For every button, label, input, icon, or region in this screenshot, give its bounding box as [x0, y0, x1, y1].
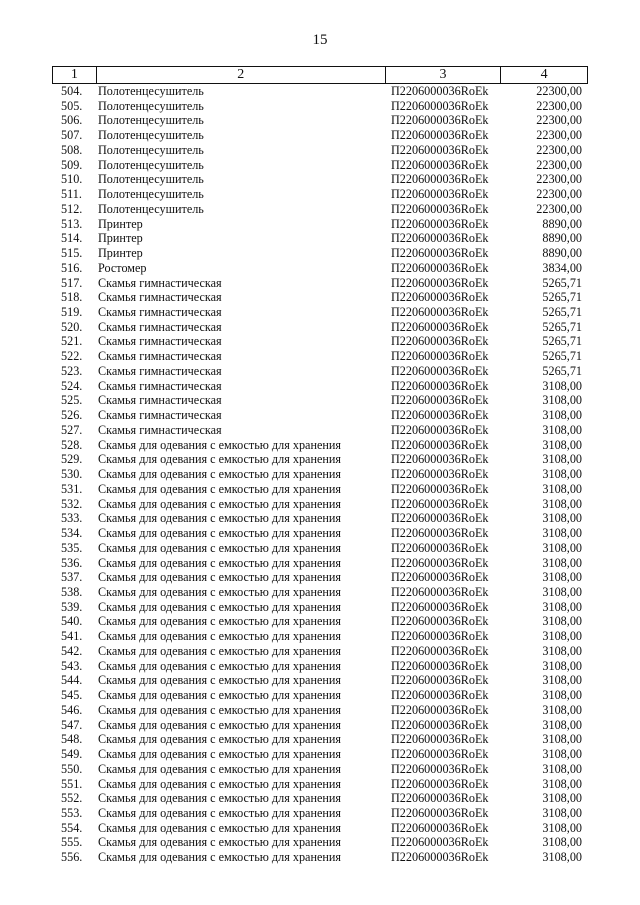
item-name: Скамья для одевания с емкостью для хранения: [98, 570, 342, 585]
item-price: 22300,00: [536, 84, 582, 98]
inventory-code: П2206000036RoEk: [391, 467, 489, 482]
inventory-code: П2206000036RoEk: [391, 422, 489, 437]
table-row: [52, 364, 588, 379]
item-name: Полотенцесушитель: [98, 128, 204, 143]
table-row: [52, 276, 588, 291]
row-number: 541.: [61, 629, 83, 644]
table-row: [52, 614, 588, 629]
item-price: 3108,00: [542, 702, 582, 717]
item-name: Скамья для одевания с емкостью для хранения: [98, 540, 342, 555]
item-price: 5265,71: [542, 305, 582, 320]
inventory-code: П2206000036RoEk: [391, 511, 489, 526]
item-price: 3108,00: [542, 732, 582, 747]
item-name: Полотенцесушитель: [98, 98, 204, 113]
item-price: 3108,00: [542, 805, 582, 820]
inventory-code: П2206000036RoEk: [391, 747, 489, 762]
table-row: [52, 438, 588, 453]
table-row: [52, 290, 588, 305]
row-number: 534.: [61, 526, 83, 541]
inventory-code: П2206000036RoEk: [391, 378, 489, 393]
table-row: [52, 718, 588, 733]
inventory-table: [52, 66, 588, 865]
table-row: [52, 393, 588, 408]
row-number: 542.: [61, 643, 83, 658]
table-row: [52, 452, 588, 467]
table-row: [52, 570, 588, 585]
row-number: 540.: [61, 614, 83, 629]
item-price: 22300,00: [536, 172, 582, 187]
row-number: 519.: [61, 305, 83, 320]
inventory-code: П2206000036RoEk: [391, 393, 489, 408]
inventory-code: П2206000036RoEk: [391, 688, 489, 703]
row-number: 526.: [61, 408, 83, 423]
table-row: [52, 659, 588, 674]
inventory-code: П2206000036RoEk: [391, 643, 489, 658]
item-price: 3108,00: [542, 422, 582, 437]
inventory-code: П2206000036RoEk: [391, 481, 489, 496]
item-name: Скамья гимнастическая: [98, 290, 222, 305]
row-number: 536.: [61, 555, 83, 570]
item-price: 8890,00: [542, 246, 582, 261]
table-row: [52, 629, 588, 644]
row-number: 507.: [61, 128, 83, 143]
inventory-code: П2206000036RoEk: [391, 614, 489, 629]
item-name: Скамья для одевания с емкостью для хранения: [98, 437, 342, 452]
item-price: 3108,00: [542, 393, 582, 408]
item-price: 3108,00: [542, 599, 582, 614]
row-number: 506.: [61, 113, 83, 128]
table-row: [52, 703, 588, 718]
table-body: [52, 84, 588, 865]
item-price: 3108,00: [542, 378, 582, 393]
table-row: [52, 187, 588, 202]
inventory-code: П2206000036RoEk: [391, 437, 489, 452]
item-price: 3108,00: [542, 776, 582, 791]
item-price: 3108,00: [542, 481, 582, 496]
item-price: 3108,00: [542, 570, 582, 585]
inventory-code: П2206000036RoEk: [391, 805, 489, 820]
item-name: Скамья гимнастическая: [98, 363, 222, 378]
page-number: 15: [312, 32, 328, 48]
item-name: Скамья для одевания с емкостью для хранения: [98, 555, 342, 570]
item-name: Скамья гимнастическая: [98, 349, 222, 364]
table-row: [52, 84, 588, 99]
inventory-code: П2206000036RoEk: [391, 142, 489, 157]
row-number: 518.: [61, 290, 83, 305]
inventory-code: П2206000036RoEk: [391, 526, 489, 541]
table-row: [52, 541, 588, 556]
inventory-code: П2206000036RoEk: [391, 231, 489, 246]
item-name: Полотенцесушитель: [98, 157, 204, 172]
item-price: 22300,00: [536, 201, 582, 216]
item-name: Скамья для одевания с емкостью для хранения: [98, 599, 342, 614]
inventory-code: П2206000036RoEk: [391, 584, 489, 599]
item-price: 3108,00: [542, 467, 582, 482]
table-row: [52, 246, 588, 261]
inventory-code: П2206000036RoEk: [391, 319, 489, 334]
row-number: 522.: [61, 349, 83, 364]
inventory-code: П2206000036RoEk: [391, 334, 489, 349]
item-price: 5265,71: [542, 290, 582, 305]
item-price: 3108,00: [542, 717, 582, 732]
row-number: 505.: [61, 98, 83, 113]
row-number: 552.: [61, 791, 83, 806]
row-number: 553.: [61, 805, 83, 820]
table-row: [52, 673, 588, 688]
item-price: 3108,00: [542, 643, 582, 658]
column-header-3: 3: [386, 67, 502, 83]
row-number: 543.: [61, 658, 83, 673]
row-number: 515.: [61, 246, 83, 261]
item-price: 5265,71: [542, 349, 582, 364]
table-row: [52, 482, 588, 497]
item-name: Скамья гимнастическая: [98, 393, 222, 408]
table-header: [52, 66, 588, 84]
item-name: Скамья для одевания с емкостью для хранения: [98, 452, 342, 467]
row-number: 532.: [61, 496, 83, 511]
item-name: Скамья для одевания с емкостью для хранения: [98, 467, 342, 482]
inventory-code: П2206000036RoEk: [391, 850, 489, 865]
row-number: 528.: [61, 437, 83, 452]
item-price: 3108,00: [542, 408, 582, 423]
row-number: 549.: [61, 747, 83, 762]
item-name: Скамья для одевания с емкостью для хранения: [98, 629, 342, 644]
row-number: 512.: [61, 201, 83, 216]
inventory-code: П2206000036RoEk: [391, 570, 489, 585]
table-row: [52, 202, 588, 217]
item-price: 3108,00: [542, 688, 582, 703]
inventory-code: П2206000036RoEk: [391, 791, 489, 806]
item-price: 22300,00: [536, 142, 582, 157]
item-price: 3108,00: [542, 629, 582, 644]
inventory-code: П2206000036RoEk: [391, 658, 489, 673]
item-price: 3108,00: [542, 584, 582, 599]
inventory-code: П2206000036RoEk: [391, 349, 489, 364]
item-name: Скамья для одевания с емкостью для хранения: [98, 732, 342, 747]
inventory-code: П2206000036RoEk: [391, 172, 489, 187]
row-number: 546.: [61, 702, 83, 717]
inventory-code: П2206000036RoEk: [391, 157, 489, 172]
item-name: Скамья для одевания с емкостью для хранения: [98, 761, 342, 776]
item-name: Скамья для одевания с емкостью для хранения: [98, 481, 342, 496]
item-name: Скамья гимнастическая: [98, 334, 222, 349]
item-name: Скамья для одевания с емкостью для хранения: [98, 805, 342, 820]
row-number: 527.: [61, 422, 83, 437]
item-name: Скамья для одевания с емкостью для хранения: [98, 702, 342, 717]
item-price: 3108,00: [542, 496, 582, 511]
column-header-4: 4: [540, 67, 548, 82]
inventory-code: П2206000036RoEk: [391, 260, 489, 275]
table-row: [52, 217, 588, 232]
item-name: Принтер: [98, 231, 143, 246]
inventory-code: П2206000036RoEk: [391, 113, 489, 128]
item-price: 3108,00: [542, 747, 582, 762]
row-number: 554.: [61, 820, 83, 835]
row-number: 514.: [61, 231, 83, 246]
row-number: 545.: [61, 688, 83, 703]
row-number: 547.: [61, 717, 83, 732]
item-price: 3108,00: [542, 511, 582, 526]
item-price: 3108,00: [542, 555, 582, 570]
item-price: 3108,00: [542, 452, 582, 467]
item-name: Скамья для одевания с емкостью для хранения: [98, 820, 342, 835]
item-price: 22300,00: [536, 128, 582, 143]
row-number: 555.: [61, 835, 83, 850]
item-name: Принтер: [98, 246, 143, 261]
item-price: 3834,00: [542, 260, 582, 275]
row-number: 510.: [61, 172, 83, 187]
inventory-code: П2206000036RoEk: [391, 187, 489, 202]
table-row: [52, 806, 588, 821]
table-row: [52, 334, 588, 349]
row-number: 524.: [61, 378, 83, 393]
table-row: [52, 688, 588, 703]
row-number: 517.: [61, 275, 83, 290]
column-header-1: 1: [53, 67, 97, 83]
item-name: Скамья для одевания с емкостью для хранения: [98, 791, 342, 806]
table-row: [52, 556, 588, 571]
item-price: 3108,00: [542, 761, 582, 776]
item-price: 22300,00: [536, 187, 582, 202]
row-number: 538.: [61, 584, 83, 599]
inventory-code: П2206000036RoEk: [391, 216, 489, 231]
row-number: 504.: [61, 84, 83, 98]
row-number: 556.: [61, 850, 83, 865]
table-row: [52, 526, 588, 541]
table-row: [52, 600, 588, 615]
inventory-code: П2206000036RoEk: [391, 275, 489, 290]
item-name: Скамья для одевания с емкостью для хранения: [98, 643, 342, 658]
table-row: [52, 349, 588, 364]
table-row: [52, 850, 588, 865]
item-name: Скамья для одевания с емкостью для хранения: [98, 658, 342, 673]
item-price: 3108,00: [542, 437, 582, 452]
item-price: 3108,00: [542, 540, 582, 555]
row-number: 531.: [61, 481, 83, 496]
item-name: Скамья гимнастическая: [98, 422, 222, 437]
item-price: 5265,71: [542, 319, 582, 334]
inventory-code: П2206000036RoEk: [391, 820, 489, 835]
item-price: 3108,00: [542, 791, 582, 806]
item-price: 3108,00: [542, 614, 582, 629]
item-name: Скамья гимнастическая: [98, 408, 222, 423]
item-name: Полотенцесушитель: [98, 201, 204, 216]
item-name: Скамья для одевания с емкостью для хранения: [98, 850, 342, 865]
inventory-code: П2206000036RoEk: [391, 761, 489, 776]
item-name: Скамья для одевания с емкостью для хранения: [98, 511, 342, 526]
inventory-code: П2206000036RoEk: [391, 363, 489, 378]
row-number: 511.: [61, 187, 82, 202]
item-name: Полотенцесушитель: [98, 172, 204, 187]
table-row: [52, 762, 588, 777]
table-row: [52, 99, 588, 114]
inventory-code: П2206000036RoEk: [391, 201, 489, 216]
table-row: [52, 423, 588, 438]
item-price: 8890,00: [542, 216, 582, 231]
inventory-code: П2206000036RoEk: [391, 702, 489, 717]
table-row: [52, 497, 588, 512]
table-row: [52, 835, 588, 850]
inventory-code: П2206000036RoEk: [391, 290, 489, 305]
row-number: 551.: [61, 776, 83, 791]
inventory-code: П2206000036RoEk: [391, 128, 489, 143]
row-number: 508.: [61, 142, 83, 157]
column-header-2: 2: [97, 67, 386, 83]
item-name: Скамья для одевания с емкостью для хранения: [98, 673, 342, 688]
inventory-code: П2206000036RoEk: [391, 732, 489, 747]
row-number: 533.: [61, 511, 83, 526]
item-price: 5265,71: [542, 275, 582, 290]
item-name: Скамья гимнастическая: [98, 275, 222, 290]
inventory-code: П2206000036RoEk: [391, 452, 489, 467]
inventory-code: П2206000036RoEk: [391, 555, 489, 570]
item-name: Ростомер: [98, 260, 147, 275]
inventory-code: П2206000036RoEk: [391, 629, 489, 644]
item-name: Скамья для одевания с емкостью для хранения: [98, 717, 342, 732]
item-name: Полотенцесушитель: [98, 84, 204, 98]
table-row: [52, 644, 588, 659]
inventory-code: П2206000036RoEk: [391, 246, 489, 261]
item-price: 22300,00: [536, 157, 582, 172]
table-row: [52, 732, 588, 747]
row-number: 523.: [61, 363, 83, 378]
item-name: Скамья для одевания с емкостью для хранения: [98, 835, 342, 850]
item-name: Скамья гимнастическая: [98, 319, 222, 334]
item-price: 3108,00: [542, 526, 582, 541]
row-number: 544.: [61, 673, 83, 688]
inventory-code: П2206000036RoEk: [391, 305, 489, 320]
inventory-code: П2206000036RoEk: [391, 673, 489, 688]
table-row: [52, 511, 588, 526]
inventory-code: П2206000036RoEk: [391, 599, 489, 614]
table-row: [52, 143, 588, 158]
row-number: 509.: [61, 157, 83, 172]
table-row: [52, 320, 588, 335]
table-row: [52, 467, 588, 482]
inventory-code: П2206000036RoEk: [391, 717, 489, 732]
item-name: Скамья гимнастическая: [98, 305, 222, 320]
item-name: Полотенцесушитель: [98, 187, 204, 202]
inventory-code: П2206000036RoEk: [391, 835, 489, 850]
table-row: [52, 379, 588, 394]
row-number: 550.: [61, 761, 83, 776]
row-number: 537.: [61, 570, 83, 585]
row-number: 513.: [61, 216, 83, 231]
table-row: [52, 113, 588, 128]
table-row: [52, 158, 588, 173]
inventory-code: П2206000036RoEk: [391, 84, 489, 98]
item-name: Скамья для одевания с емкостью для хранения: [98, 526, 342, 541]
item-price: 3108,00: [542, 658, 582, 673]
item-price: 5265,71: [542, 334, 582, 349]
row-number: 525.: [61, 393, 83, 408]
row-number: 529.: [61, 452, 83, 467]
item-price: 3108,00: [542, 820, 582, 835]
table-row: [52, 777, 588, 792]
row-number: 539.: [61, 599, 83, 614]
table-row: [52, 128, 588, 143]
item-name: Полотенцесушитель: [98, 113, 204, 128]
table-row: [52, 791, 588, 806]
row-number: 521.: [61, 334, 83, 349]
item-name: Скамья для одевания с емкостью для хранения: [98, 496, 342, 511]
inventory-code: П2206000036RoEk: [391, 408, 489, 423]
item-price: 5265,71: [542, 363, 582, 378]
row-number: 530.: [61, 467, 83, 482]
table-row: [52, 747, 588, 762]
item-price: 3108,00: [542, 835, 582, 850]
item-price: 8890,00: [542, 231, 582, 246]
item-price: 3108,00: [542, 850, 582, 865]
inventory-code: П2206000036RoEk: [391, 98, 489, 113]
row-number: 520.: [61, 319, 83, 334]
inventory-code: П2206000036RoEk: [391, 540, 489, 555]
table-row: [52, 408, 588, 423]
table-row: [52, 231, 588, 246]
table-row: [52, 305, 588, 320]
item-price: 22300,00: [536, 98, 582, 113]
table-row: [52, 172, 588, 187]
item-name: Скамья для одевания с емкостью для хранения: [98, 614, 342, 629]
item-name: Принтер: [98, 216, 143, 231]
item-name: Скамья для одевания с емкостью для хранения: [98, 584, 342, 599]
inventory-code: П2206000036RoEk: [391, 776, 489, 791]
item-name: Скамья гимнастическая: [98, 378, 222, 393]
row-number: 548.: [61, 732, 83, 747]
inventory-code: П2206000036RoEk: [391, 496, 489, 511]
row-number: 516.: [61, 260, 83, 275]
item-name: Скамья для одевания с емкостью для хранения: [98, 688, 342, 703]
table-row: [52, 585, 588, 600]
row-number: 535.: [61, 540, 83, 555]
item-name: Полотенцесушитель: [98, 142, 204, 157]
table-row: [52, 821, 588, 836]
item-name: Скамья для одевания с емкостью для хранения: [98, 747, 342, 762]
item-price: 22300,00: [536, 113, 582, 128]
table-row: [52, 261, 588, 276]
item-price: 3108,00: [542, 673, 582, 688]
item-name: Скамья для одевания с емкостью для хранения: [98, 776, 342, 791]
